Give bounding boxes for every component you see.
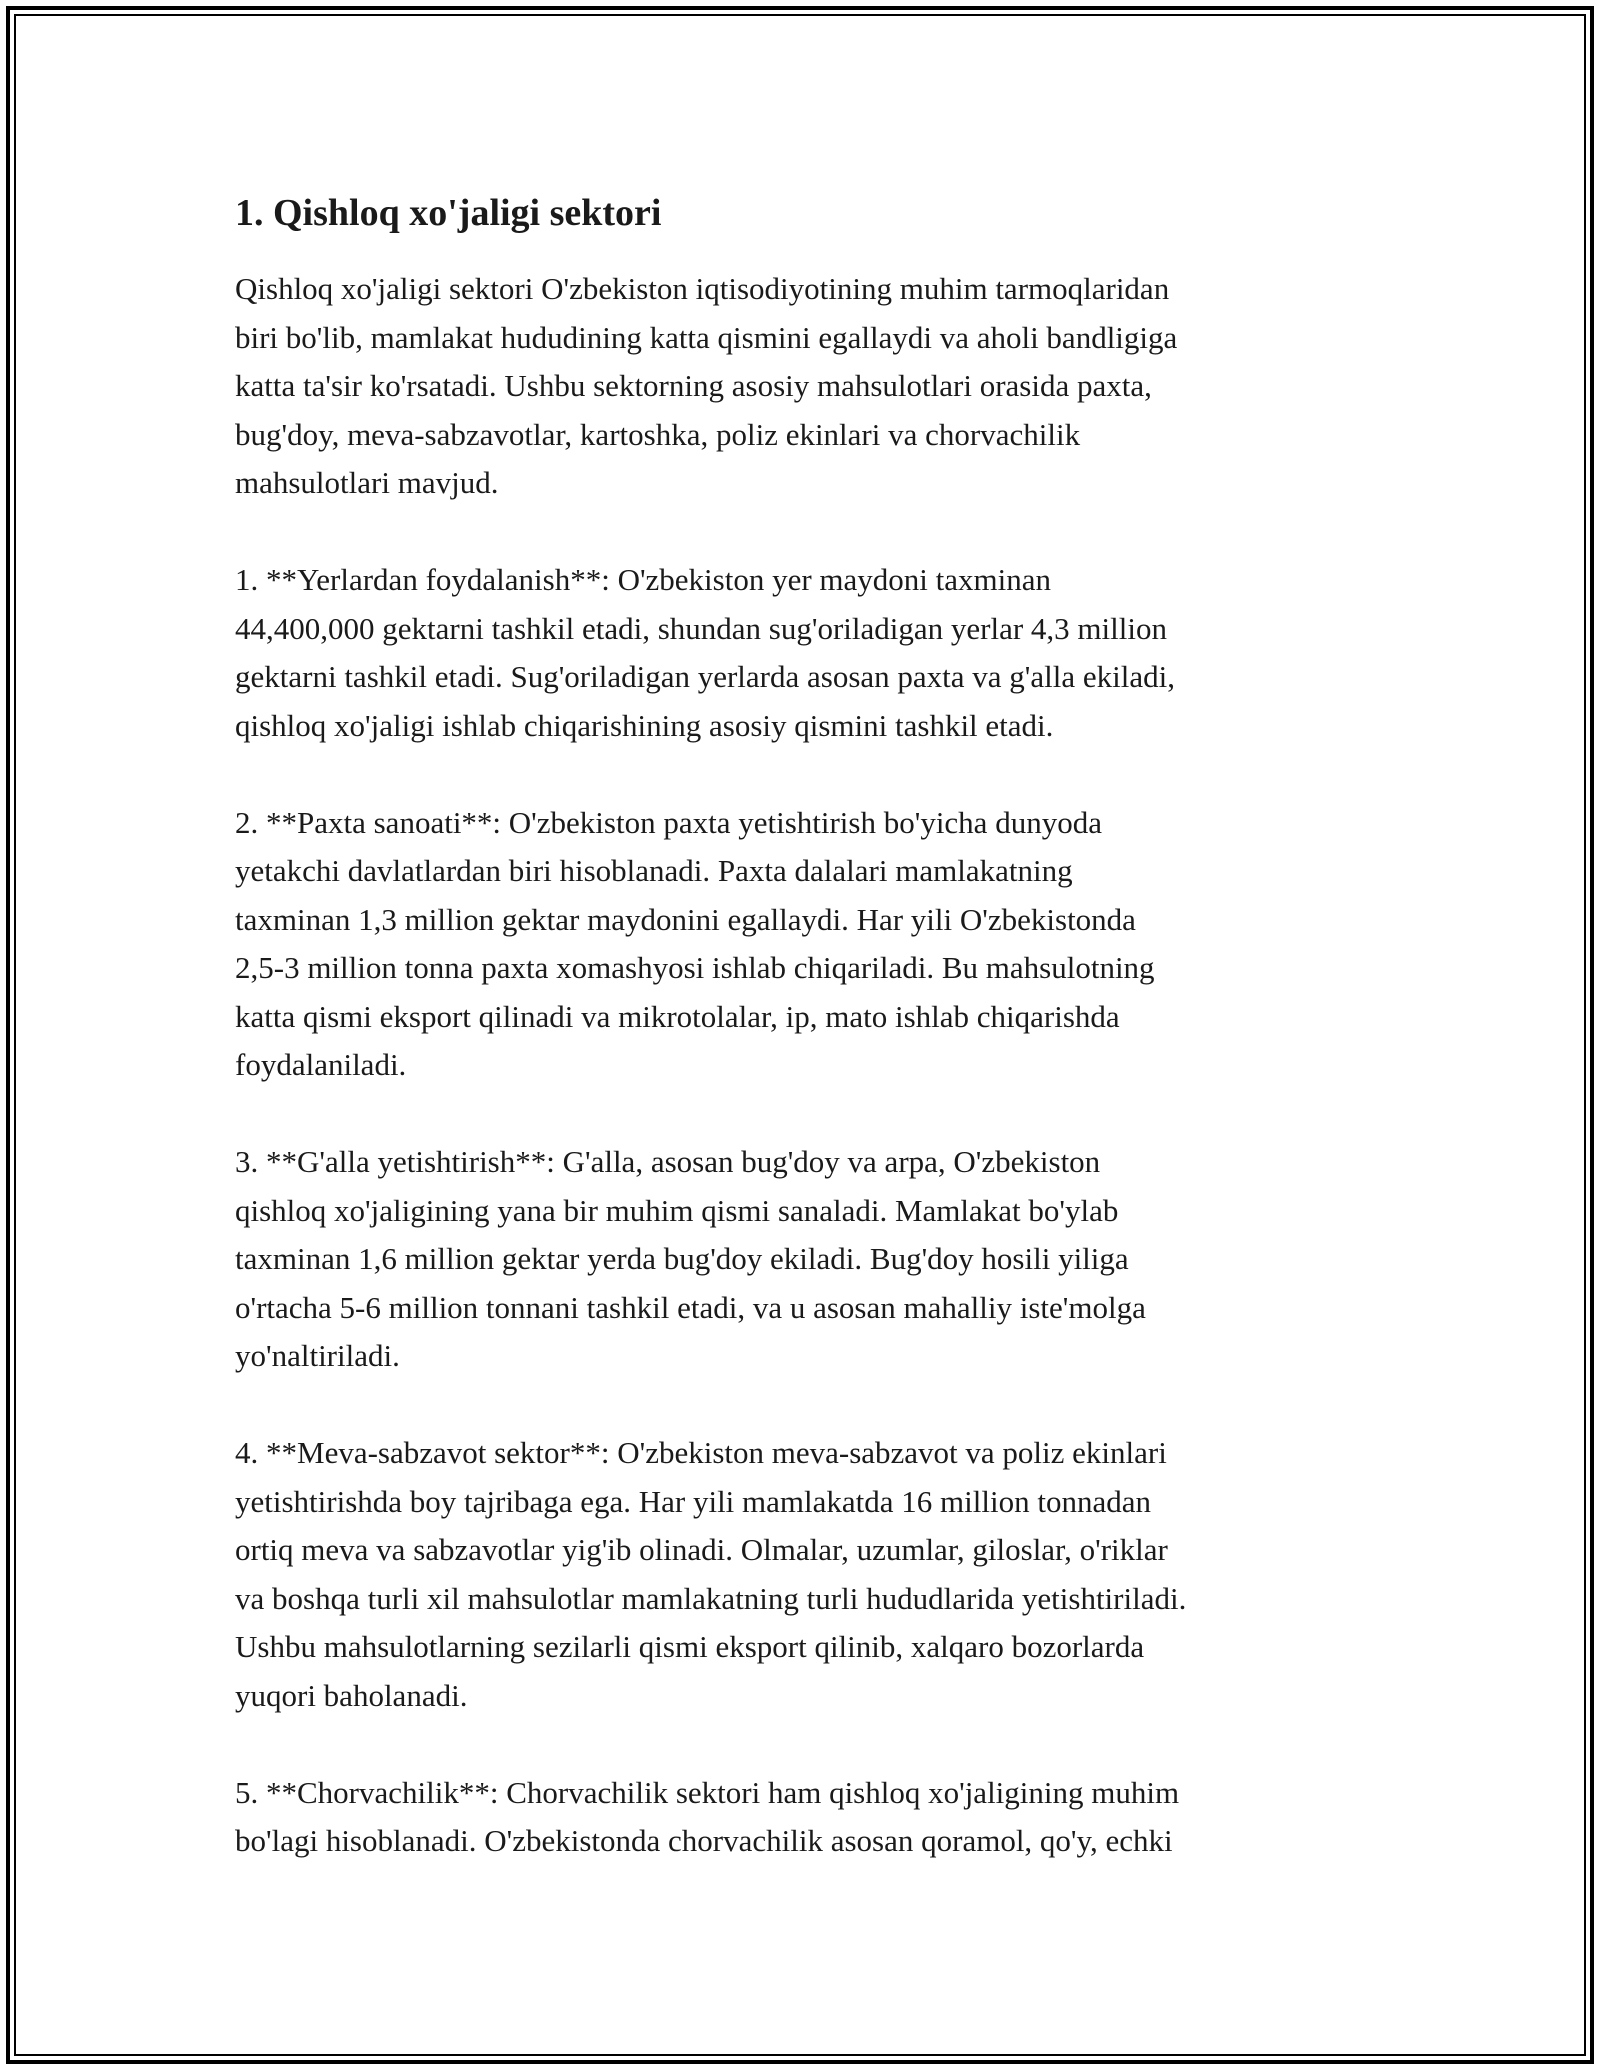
intro-paragraph: Qishloq xo'jaligi sektori O'zbekiston iqtisodiyotining muhim tarmoqlaridan biri bo'lib, mamlakat hududining katta qismini egallaydi va aholi bandligiga katta ta'sir ko'rsatadi. Ushbu sektorning asosiy mahsulotlari orasida paxta, bug'doy, meva-sabzavotlar, kartoshka, poliz ekinlari va chorvachilik mahsulotlari mavjud. (235, 271, 1178, 500)
list-item-cotton-industry: 2. **Paxta sanoati**: O'zbekiston paxta yetishtirish bo'yicha dunyoda yetakchi davlatlardan biri hisoblanadi. Paxta dalalari mamlakatning taxminan 1,3 million gektar maydonini egallaydi. Har yili O'zbekistonda 2,5-3 million tonna paxta xomashyosi ishlab chiqariladi. Bu mahsulotning katta qismi eksport qilinadi va mikrotolalar, ip, mato ishlab chiqarishda foydalaniladi. (235, 804, 1155, 1082)
document-body (235, 185, 1365, 1914)
list-item-livestock: 5. **Chorvachilik**: Chorvachilik sektori ham qishloq xo'jaligining muhim bo'lagi hisoblanadi. O'zbekistonda chorvachilik asosan qoramol, qo'y, echki (235, 1774, 1180, 1858)
list-item-fruit-vegetable-sector: 4. **Meva-sabzavot sektor**: O'zbekiston meva-sabzavot va poliz ekinlari yetishtirishda boy tajribaga ega. Har yili mamlakatda 16 million tonnadan ortiq meva va sabzavotlar yig'ib olinadi. Olmalar, uzumlar, giloslar, o'riklar va boshqa turli xil mahsulotlar mamlakatning turli hududlarida yetishtiriladi. Ushbu mahsulotlarning sezilarli qismi eksport qilinib, xalqaro bozorlarda yuqori baholanadi. (235, 1435, 1187, 1713)
section-heading: 1. Qishloq xo'jaligi sektori (235, 192, 662, 234)
list-item-land-use: 1. **Yerlardan foydalanish**: O'zbekiston yer maydoni taxminan 44,400,000 gektarni tashkil etadi, shundan sug'oriladigan yerlar 4,3 million gektarni tashkil etadi. Sug'oriladigan yerlarda asosan paxta va g'alla ekiladi, qishloq xo'jaligi ishlab chiqarishining asosiy qismini tashkil etadi. (235, 562, 1175, 743)
list-item-grain-growing: 3. **G'alla yetishtirish**: G'alla, asosan bug'doy va arpa, O'zbekiston qishloq xo'jaligining yana bir muhim qismi sanaladi. Mamlakat bo'ylab taxminan 1,6 million gektar yerda bug'doy ekiladi. Bug'doy hosili yiliga o'rtacha 5-6 million tonnani tashkil etadi, va u asosan mahalliy iste'molga yo'naltiriladi. (235, 1144, 1146, 1373)
